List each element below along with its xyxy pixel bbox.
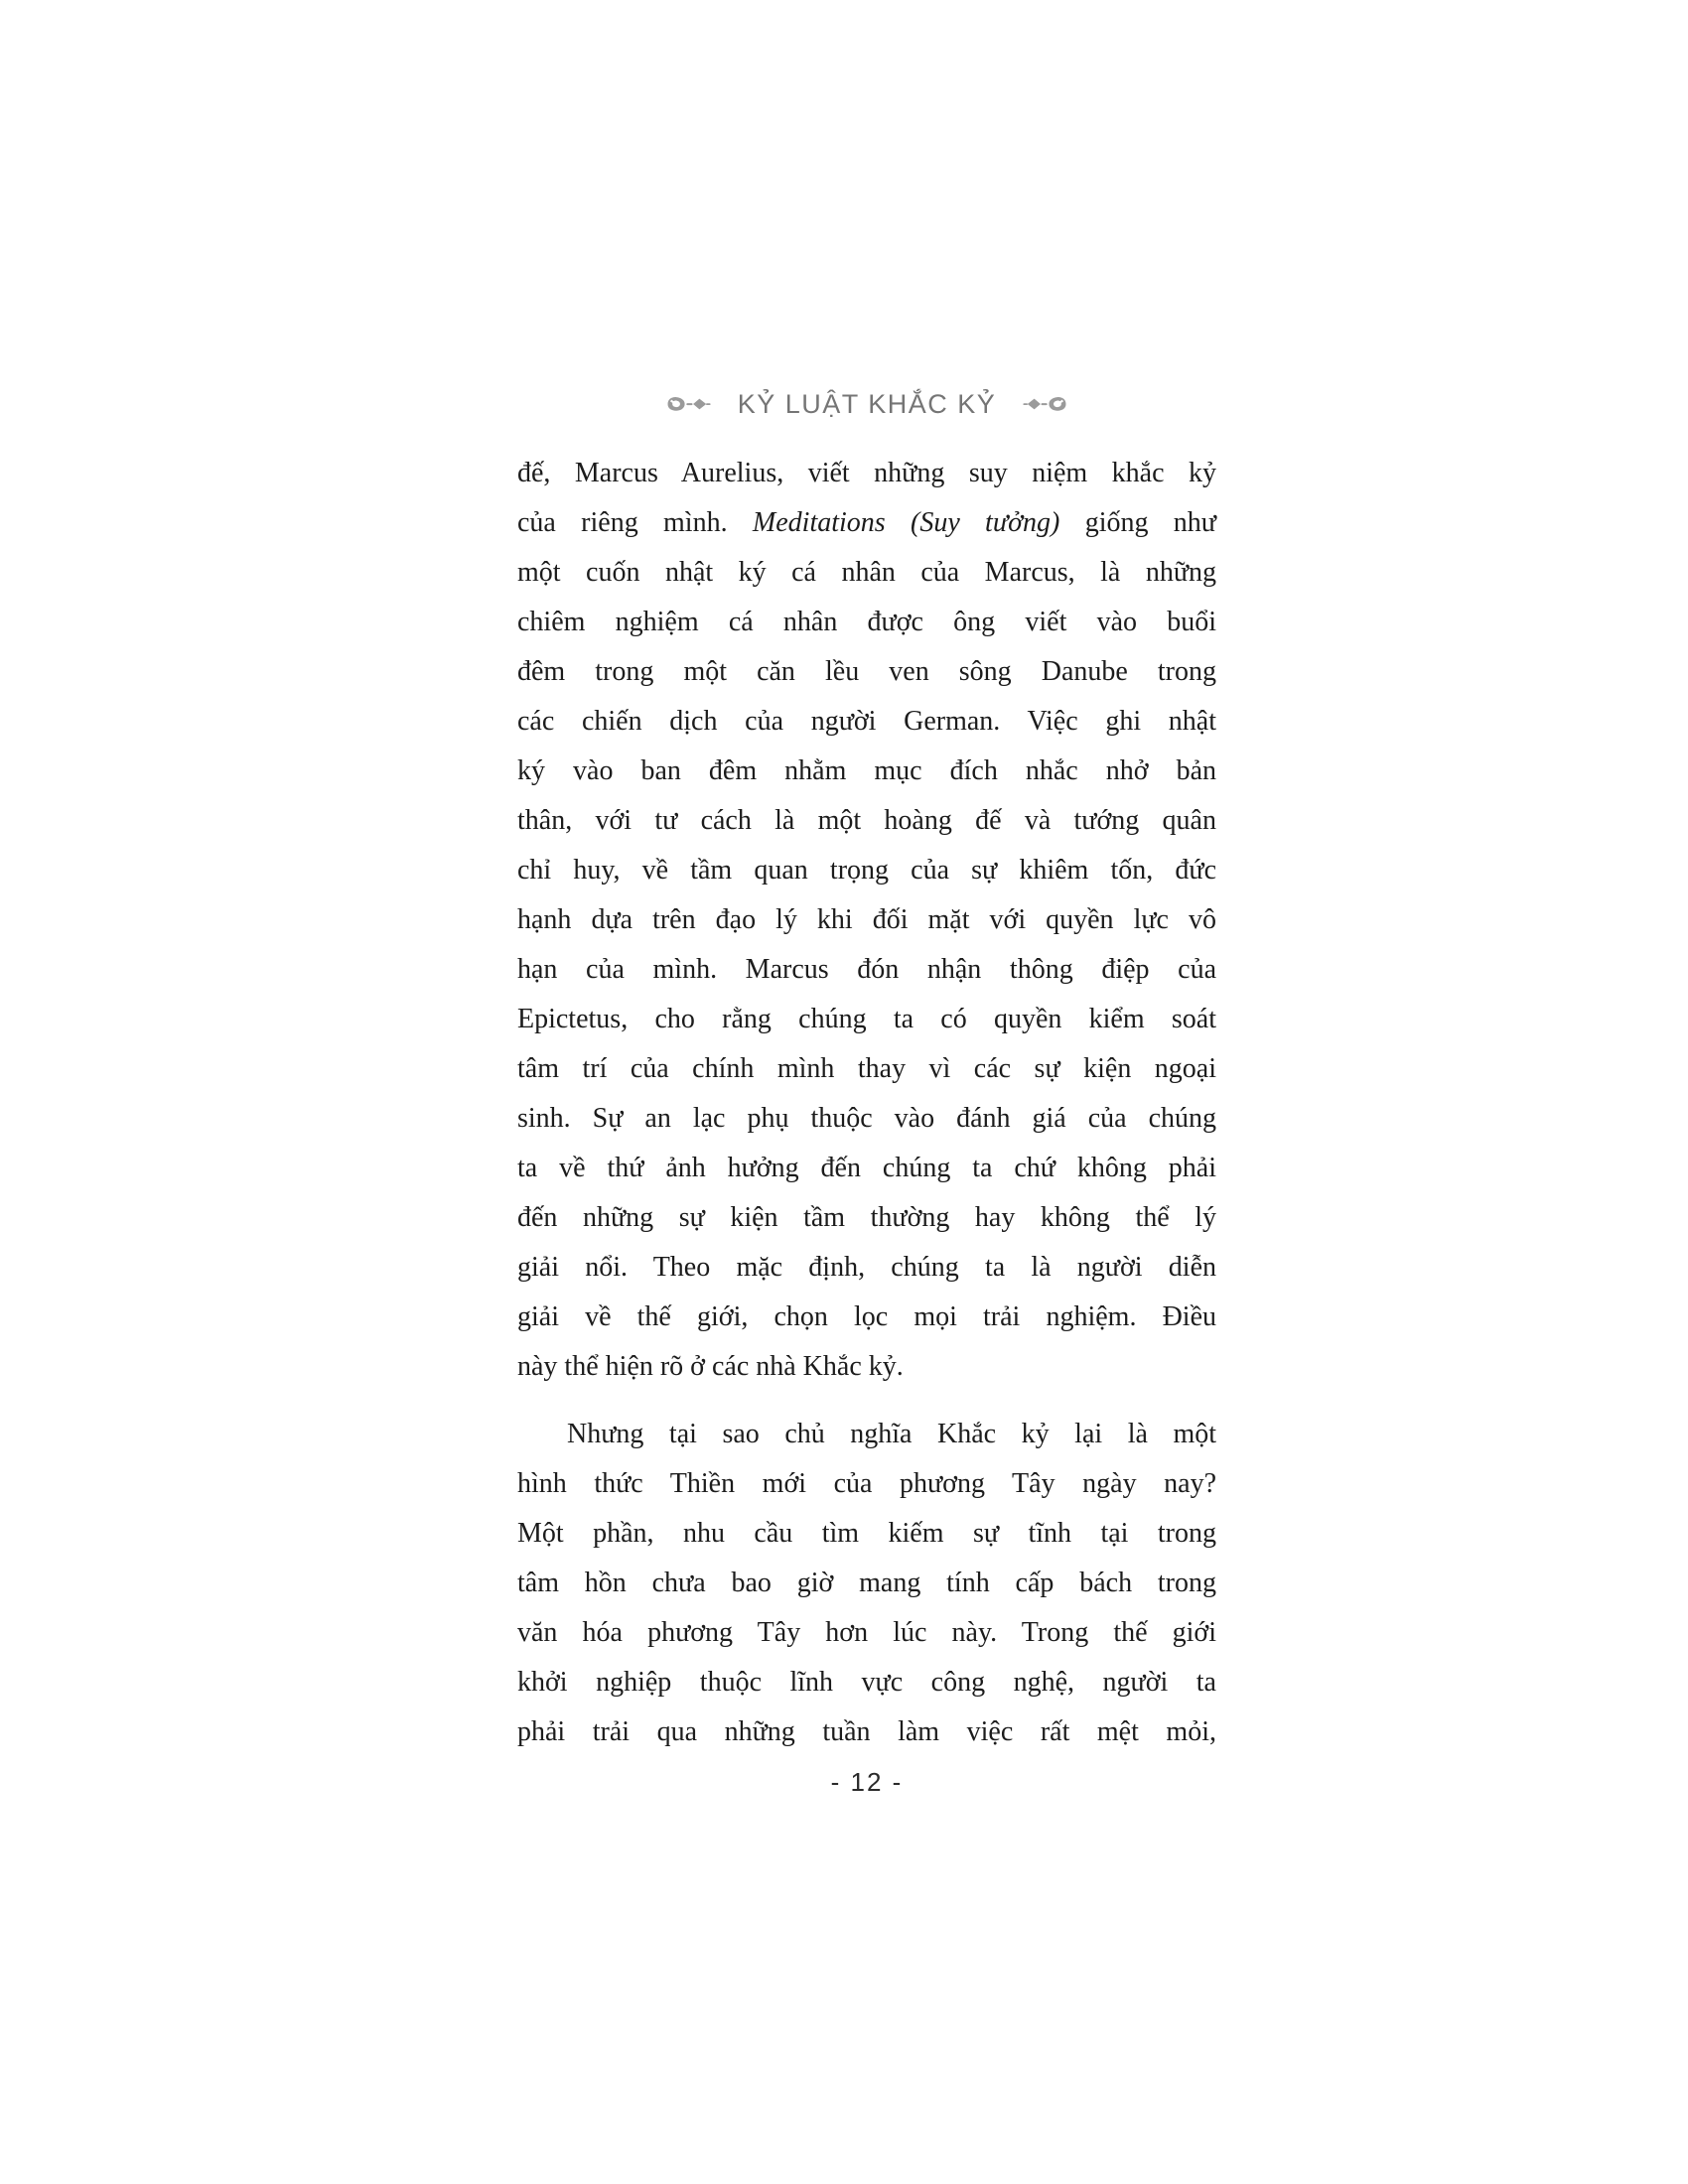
page-number: - 12 - [830, 1767, 904, 1797]
text-line: hạn của mình. Marcus đón nhận thông điệp của [517, 954, 1216, 985]
text-line: văn hóa phương Tây hơn lúc này. Trong thế giới [517, 1617, 1216, 1648]
header-scroll-ornament-left-icon [666, 395, 716, 413]
text-line: Một phần, nhu cầu tìm kiếm sự tĩnh tại trong [517, 1518, 1216, 1549]
text-line: sinh. Sự an lạc phụ thuộc vào đánh giá của chúng [517, 1103, 1216, 1134]
text-line: đến những sự kiện tầm thường hay không thể lý [517, 1202, 1216, 1233]
body-text-block [517, 449, 1216, 1757]
text-line: chiêm nghiệm cá nhân được ông viết vào buổi [517, 607, 1216, 637]
text-line: đêm trong một căn lều ven sông Danube trong [517, 656, 1216, 687]
text-line: Nhưng tại sao chủ nghĩa Khắc kỷ lại là một [567, 1419, 1216, 1449]
book-title-italic: Meditations (Suy tưởng) [752, 507, 1060, 538]
text-segment: của riêng mình. [517, 507, 753, 538]
text-segment: giống như [1059, 507, 1216, 538]
text-line: hạnh dựa trên đạo lý khi đối mặt với quyền lực vô [517, 904, 1216, 935]
paragraph-2 [517, 1410, 1216, 1757]
text-line [517, 498, 1216, 548]
text-line: ta về thứ ảnh hưởng đến chúng ta chứ không phải [517, 1153, 1216, 1183]
text-line: chỉ huy, về tầm quan trọng của sự khiêm tốn, đức [517, 855, 1216, 886]
text-line: ký vào ban đêm nhằm mục đích nhắc nhở bản [517, 755, 1216, 786]
text-line: các chiến dịch của người German. Việc ghi nhật [517, 706, 1216, 737]
running-header-title: KỶ LUẬT KHẮC KỶ [737, 388, 997, 419]
text-line: này thể hiện rõ ở các nhà Khắc kỷ. [517, 1351, 904, 1382]
text-line: Epictetus, cho rằng chúng ta có quyền kiểm soát [517, 1004, 1216, 1034]
header-scroll-ornament-right-icon [1018, 395, 1067, 413]
text-line: tâm hồn chưa bao giờ mang tính cấp bách trong [517, 1568, 1216, 1598]
text-line: tâm trí của chính mình thay vì các sự kiện ngoại [517, 1053, 1216, 1084]
text-line: phải trải qua những tuần làm việc rất mệt mỏi, [517, 1716, 1216, 1747]
text-line: hình thức Thiền mới của phương Tây ngày nay? [517, 1468, 1216, 1499]
text-line: giải về thế giới, chọn lọc mọi trải nghiệm. Điều [517, 1301, 1216, 1332]
running-header [517, 385, 1216, 423]
text-line: giải nổi. Theo mặc định, chúng ta là người diễn [517, 1252, 1216, 1283]
text-line: khởi nghiệp thuộc lĩnh vực công nghệ, người ta [517, 1667, 1216, 1698]
text-line: một cuốn nhật ký cá nhân của Marcus, là những [517, 557, 1216, 588]
text-line: thân, với tư cách là một hoàng đế và tướng quân [517, 805, 1216, 836]
paragraph-1 [517, 449, 1216, 1392]
text-line: đế, Marcus Aurelius, viết những suy niệm khắc kỷ [517, 458, 1216, 488]
